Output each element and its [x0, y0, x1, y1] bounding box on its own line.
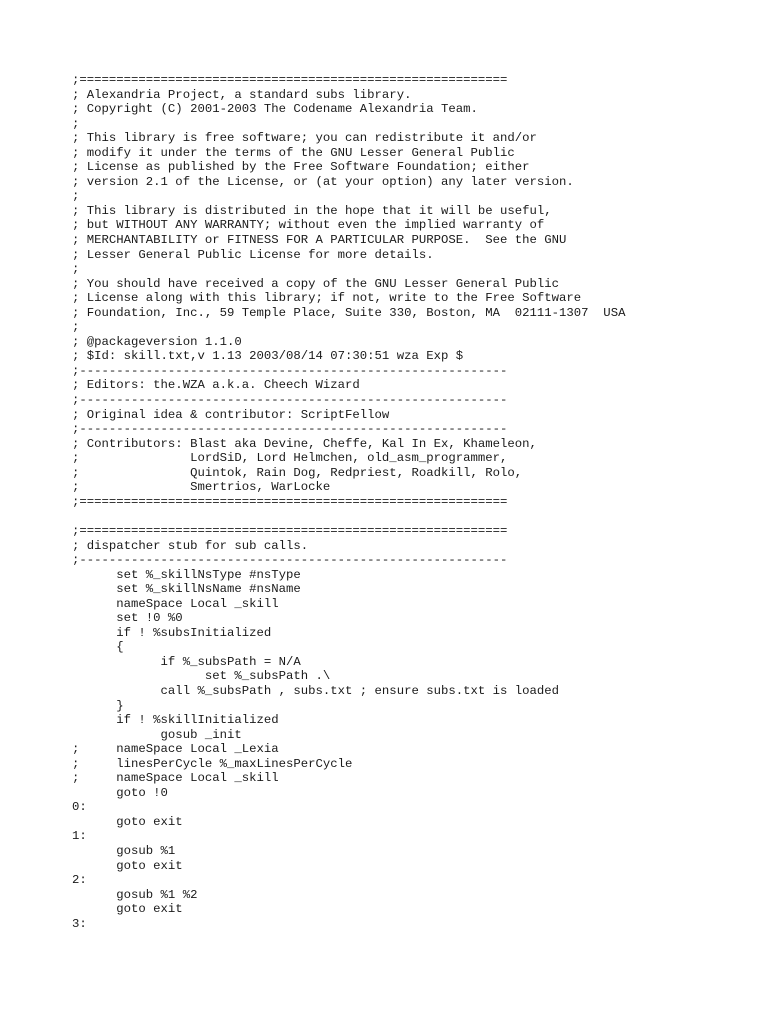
code-line: set %_skillNsType #nsType: [72, 567, 301, 582]
code-line: ; Lesser General Public License for more details.: [72, 247, 434, 262]
code-line: gosub %1: [72, 843, 176, 858]
code-line: goto exit: [72, 902, 183, 917]
code-line: ; This library is free software; you can redistribute it and/or: [72, 131, 537, 146]
code-line: set %_subsPath .\: [72, 669, 331, 684]
code-line: call %_subsPath , subs.txt ; ensure subs.txt is loaded: [72, 683, 560, 698]
code-line: ; Original idea & contributor: ScriptFellow: [72, 407, 390, 422]
code-line: ;==========================================================: [72, 523, 508, 538]
code-line: }: [72, 698, 124, 713]
code-line: ; linesPerCycle %_maxLinesPerCycle: [72, 756, 353, 771]
code-line: ;----------------------------------------------------------: [72, 393, 508, 408]
code-line: ;: [72, 262, 80, 277]
code-line: ; MERCHANTABILITY or FITNESS FOR A PARTICULAR PURPOSE. See the GNU: [72, 233, 567, 248]
code-line: ; License along with this library; if not, write to the Free Software: [72, 291, 582, 306]
code-line: ;----------------------------------------------------------: [72, 422, 508, 437]
code-line: 1:: [72, 829, 87, 844]
code-line: ;: [72, 320, 80, 335]
code-line: ; Foundation, Inc., 59 Temple Place, Suite 330, Boston, MA 02111-1307 USA: [72, 305, 626, 320]
code-line: ; dispatcher stub for sub calls.: [72, 538, 309, 553]
code-line: ; Smertrios, WarLocke: [72, 480, 331, 495]
code-line: gosub %1 %2: [72, 887, 198, 902]
code-line: ; modify it under the terms of the GNU Lesser General Public: [72, 145, 515, 160]
code-line: goto !0: [72, 785, 168, 800]
document-page: [72, 73, 752, 931]
code-line: set %_skillNsName #nsName: [72, 582, 301, 597]
code-line: ; Alexandria Project, a standard subs library.: [72, 87, 412, 102]
code-line: 2:: [72, 873, 87, 888]
code-line: [72, 509, 752, 524]
code-line: ;----------------------------------------------------------: [72, 363, 508, 378]
code-line: 0:: [72, 800, 87, 815]
code-line: ; nameSpace Local _Lexia: [72, 742, 279, 757]
code-line: goto exit: [72, 814, 183, 829]
code-line: ; but WITHOUT ANY WARRANTY; without even the implied warranty of: [72, 218, 545, 233]
code-line: {: [72, 640, 124, 655]
code-line: ; License as published by the Free Software Foundation; either: [72, 160, 530, 175]
code-line: gosub _init: [72, 727, 242, 742]
code-line: ; LordSiD, Lord Helmchen, old_asm_programmer,: [72, 451, 508, 466]
code-line: if ! %subsInitialized: [72, 625, 272, 640]
code-line: ; nameSpace Local _skill: [72, 771, 279, 786]
code-line: if ! %skillInitialized: [72, 713, 279, 728]
code-line: ; version 2.1 of the License, or (at your option) any later version.: [72, 174, 574, 189]
code-line: ; This library is distributed in the hope that it will be useful,: [72, 203, 552, 218]
code-line: goto exit: [72, 858, 183, 873]
code-line: ; Editors: the.WZA a.k.a. Cheech Wizard: [72, 378, 360, 393]
code-line: if %_subsPath = N/A: [72, 654, 301, 669]
code-line: ; Quintok, Rain Dog, Redpriest, Roadkill, Rolo,: [72, 465, 523, 480]
code-line: 3:: [72, 916, 87, 931]
code-line: ;: [72, 116, 80, 131]
code-line: ; Contributors: Blast aka Devine, Cheffe, Kal In Ex, Khameleon,: [72, 436, 537, 451]
code-line: ;: [72, 189, 80, 204]
code-line: nameSpace Local _skill: [72, 596, 279, 611]
code-line: ; @packageversion 1.1.0: [72, 334, 242, 349]
code-line: set !0 %0: [72, 611, 183, 626]
code-line: ;==========================================================: [72, 73, 508, 87]
code-line: ; Copyright (C) 2001-2003 The Codename Alexandria Team.: [72, 102, 478, 117]
code-line: ; $Id: skill.txt,v 1.13 2003/08/14 07:30:51 wza Exp $: [72, 349, 464, 364]
code-line: ;----------------------------------------------------------: [72, 553, 508, 568]
code-line: ; You should have received a copy of the GNU Lesser General Public: [72, 276, 560, 291]
code-line: ;==========================================================: [72, 494, 508, 509]
